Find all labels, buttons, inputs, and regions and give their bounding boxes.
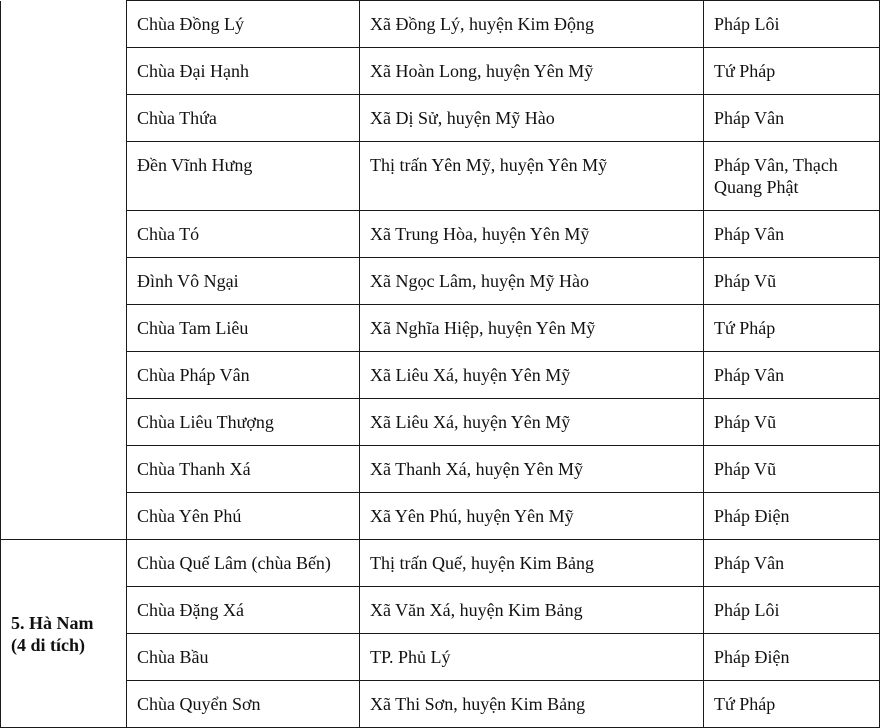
relic-address: Xã Nghĩa Hiệp, huyện Yên Mỹ — [360, 305, 704, 352]
relic-sect: Pháp Lôi — [704, 587, 880, 634]
relic-name: Chùa Quế Lâm (chùa Bến) — [127, 540, 360, 587]
relic-name: Chùa Tam Liêu — [127, 305, 360, 352]
relic-name: Chùa Thứa — [127, 95, 360, 142]
relic-address: Xã Hoàn Long, huyện Yên Mỹ — [360, 48, 704, 95]
relic-address: Xã Văn Xá, huyện Kim Bảng — [360, 587, 704, 634]
table-row — [1, 211, 880, 258]
relic-address: Xã Ngọc Lâm, huyện Mỹ Hào — [360, 258, 704, 305]
relic-address: Xã Liêu Xá, huyện Yên Mỹ — [360, 399, 704, 446]
province-name: 5. Hà Nam — [11, 612, 94, 633]
relic-name: Chùa Đại Hạnh — [127, 48, 360, 95]
province-relic-count: (4 di tích) — [11, 634, 85, 655]
province-cell — [1, 540, 127, 728]
table-row — [1, 352, 880, 399]
relic-address: Thị trấn Yên Mỹ, huyện Yên Mỹ — [360, 142, 704, 211]
relic-address: Xã Dị Sử, huyện Mỹ Hào — [360, 95, 704, 142]
relic-sect: Pháp Vân — [704, 211, 880, 258]
relic-address: Xã Đồng Lý, huyện Kim Động — [360, 1, 704, 48]
relic-sect: Tứ Pháp — [704, 48, 880, 95]
relic-address: Xã Liêu Xá, huyện Yên Mỹ — [360, 352, 704, 399]
relic-name: Chùa Thanh Xá — [127, 446, 360, 493]
table-row — [1, 634, 880, 681]
relic-sect: Pháp Điện — [704, 493, 880, 540]
table-row — [1, 1, 880, 48]
relic-sect: Pháp Vân — [704, 95, 880, 142]
table-row — [1, 305, 880, 352]
relic-sect: Pháp Điện — [704, 634, 880, 681]
relic-sect: Tứ Pháp — [704, 681, 880, 728]
relic-sect: Pháp Vũ — [704, 258, 880, 305]
relic-name: Chùa Liêu Thượng — [127, 399, 360, 446]
table-row — [1, 142, 880, 211]
relic-name: Đình Vô Ngại — [127, 258, 360, 305]
relic-sect: Pháp Vân, Thạch Quang Phật — [704, 142, 880, 211]
relic-name: Chùa Bầu — [127, 634, 360, 681]
table-row — [1, 587, 880, 634]
relic-address: Xã Yên Phú, huyện Yên Mỹ — [360, 493, 704, 540]
table-row — [1, 540, 880, 587]
relic-address: TP. Phủ Lý — [360, 634, 704, 681]
province-cell-continued — [1, 1, 127, 540]
relic-address: Xã Thi Sơn, huyện Kim Bảng — [360, 681, 704, 728]
relic-sect: Pháp Vân — [704, 540, 880, 587]
relic-sect: Pháp Vũ — [704, 399, 880, 446]
relic-address: Thị trấn Quế, huyện Kim Bảng — [360, 540, 704, 587]
table-row — [1, 48, 880, 95]
table-row — [1, 95, 880, 142]
table-row — [1, 681, 880, 728]
relic-name: Chùa Đặng Xá — [127, 587, 360, 634]
relic-sect: Tứ Pháp — [704, 305, 880, 352]
relic-name: Chùa Quyển Sơn — [127, 681, 360, 728]
relic-address: Xã Thanh Xá, huyện Yên Mỹ — [360, 446, 704, 493]
relic-name: Đền Vĩnh Hưng — [127, 142, 360, 211]
relic-name: Chùa Đồng Lý — [127, 1, 360, 48]
relic-sect: Pháp Vũ — [704, 446, 880, 493]
relic-sect: Pháp Lôi — [704, 1, 880, 48]
relic-sect: Pháp Vân — [704, 352, 880, 399]
relic-name: Chùa Yên Phú — [127, 493, 360, 540]
relic-address: Xã Trung Hòa, huyện Yên Mỹ — [360, 211, 704, 258]
table-row — [1, 399, 880, 446]
table-row — [1, 446, 880, 493]
relic-name: Chùa Tó — [127, 211, 360, 258]
table-row — [1, 493, 880, 540]
table-row — [1, 258, 880, 305]
relic-name: Chùa Pháp Vân — [127, 352, 360, 399]
